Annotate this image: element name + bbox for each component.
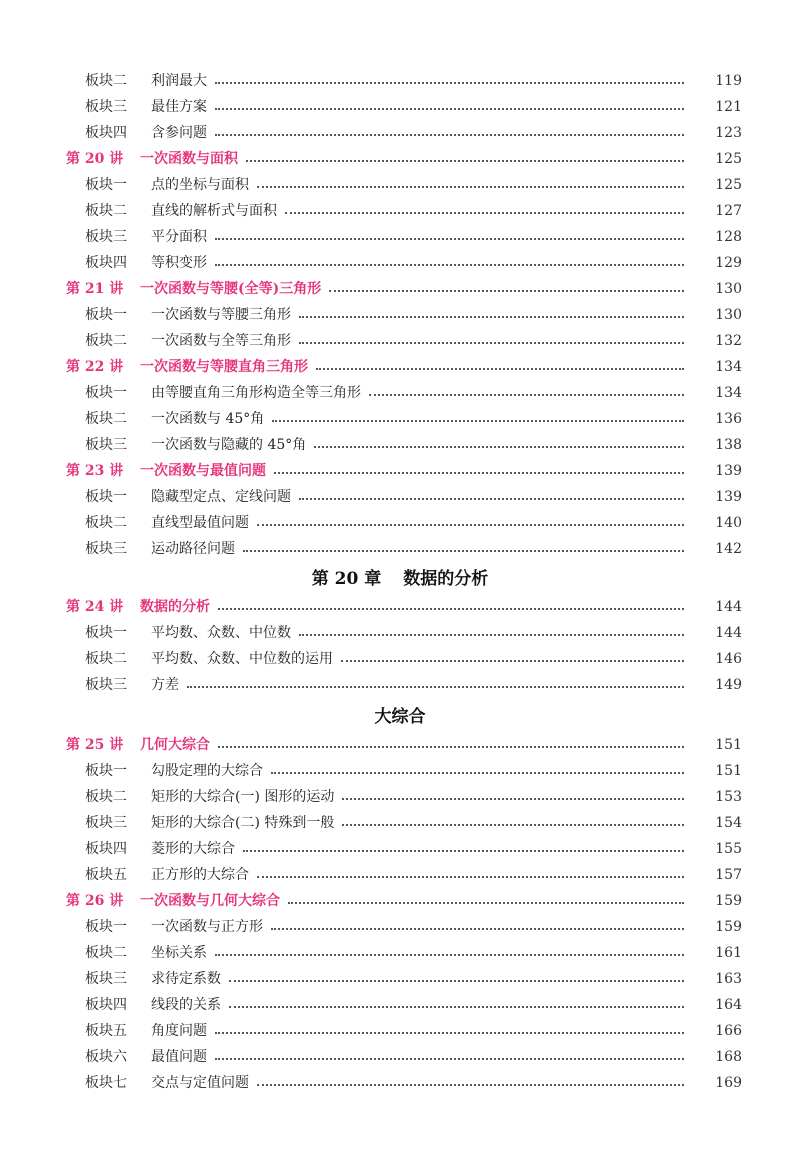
toc-entry-number: 板块一: [85, 489, 127, 505]
toc-entry-heading: [0, 146, 238, 172]
dot-leader: [215, 1032, 684, 1034]
toc-entry-heading: [0, 536, 235, 562]
toc-block-entry[interactable]: [0, 510, 800, 536]
toc-entry-title: 几何大综合: [140, 737, 210, 753]
big-review-heading: [0, 702, 800, 732]
toc-entry-title: 隐藏型定点、定线问题: [151, 489, 291, 505]
toc-entry-title: 平分面积: [151, 229, 207, 245]
dot-leader: [243, 850, 684, 852]
dot-leader: [215, 82, 684, 84]
toc-entry-number: 板块五: [85, 867, 127, 883]
toc-entry-number: 第 24 讲: [66, 599, 124, 615]
toc-block-entry[interactable]: [0, 68, 800, 94]
toc-entry-heading: [0, 1070, 249, 1096]
toc-entry-heading: [0, 406, 264, 432]
toc-entry-title: 直线的解析式与面积: [151, 203, 277, 219]
toc-entry-number: 板块五: [85, 1023, 127, 1039]
toc-entry-number: 板块四: [85, 841, 127, 857]
toc-lecture-entry[interactable]: [0, 594, 800, 620]
toc-entry-number: 板块二: [85, 73, 127, 89]
toc-page-number: 119: [715, 73, 742, 89]
toc-entry-number: 板块三: [85, 229, 127, 245]
toc-page-number: 153: [715, 789, 742, 805]
toc-entry-title: 一次函数与正方形: [151, 919, 263, 935]
toc-block-entry[interactable]: [0, 1018, 800, 1044]
toc-page-number: 161: [715, 945, 742, 961]
toc-entry-title: 点的坐标与面积: [151, 177, 249, 193]
toc-page-number: 125: [715, 177, 742, 193]
toc-entry-title: 利润最大: [151, 73, 207, 89]
dot-leader: [299, 342, 684, 344]
dot-leader: [329, 290, 684, 292]
toc-page-number: 129: [715, 255, 742, 271]
toc-entry-heading: [0, 1018, 207, 1044]
toc-entry-heading: [0, 432, 306, 458]
toc-page-number: 159: [715, 919, 742, 935]
chapter-title: 数据的分析: [403, 569, 489, 589]
toc-entry-heading: [0, 68, 207, 94]
toc-block-entry[interactable]: [0, 172, 800, 198]
toc-entry-title: 一次函数与几何大综合: [140, 893, 280, 909]
dot-leader: [243, 550, 684, 552]
toc-block-entry[interactable]: [0, 1070, 800, 1096]
toc-entry-number: 板块三: [85, 99, 127, 115]
toc-entry-title: 交点与定值问题: [151, 1075, 249, 1091]
toc-entry-heading: [0, 510, 249, 536]
toc-entry-heading: [0, 276, 321, 302]
toc-entry-title: 角度问题: [151, 1023, 207, 1039]
dot-leader: [257, 876, 684, 878]
toc-block-entry[interactable]: [0, 810, 800, 836]
toc-page-number: 151: [715, 737, 742, 753]
toc-section-b: [0, 594, 800, 698]
toc-page-number: 164: [715, 997, 742, 1013]
toc-page-number: 123: [715, 125, 742, 141]
toc-entry-title: 坐标关系: [151, 945, 207, 961]
toc-entry-heading: [0, 1044, 207, 1070]
dot-leader: [215, 134, 684, 136]
toc-page-number: 163: [715, 971, 742, 987]
toc-entry-title: 含参问题: [151, 125, 207, 141]
toc-entry-title: 直线型最值问题: [151, 515, 249, 531]
toc-entry-title: 一次函数与面积: [140, 151, 238, 167]
dot-leader: [187, 686, 684, 688]
dot-leader: [299, 498, 684, 500]
toc-page-number: 151: [715, 763, 742, 779]
toc-entry-heading: [0, 940, 207, 966]
toc-page-number: 136: [715, 411, 742, 427]
toc-block-entry[interactable]: [0, 914, 800, 940]
dot-leader: [257, 524, 684, 526]
toc-entry-heading: [0, 836, 235, 862]
toc-section-c: [0, 732, 800, 1096]
toc-entry-title: 勾股定理的大综合: [151, 763, 263, 779]
toc-entry-title: 平均数、众数、中位数: [151, 625, 291, 641]
toc-entry-title: 由等腰直角三角形构造全等三角形: [151, 385, 361, 401]
toc-page-number: 134: [715, 359, 742, 375]
dot-leader: [271, 772, 684, 774]
toc-entry-number: 板块一: [85, 307, 127, 323]
toc-entry-title: 正方形的大综合: [151, 867, 249, 883]
toc-entry-number: 板块一: [85, 625, 127, 641]
toc-block-entry[interactable]: [0, 432, 800, 458]
dot-leader: [314, 446, 684, 448]
toc-entry-number: 板块四: [85, 997, 127, 1013]
dot-leader: [218, 746, 684, 748]
toc-lecture-entry[interactable]: [0, 458, 800, 484]
toc-entry-heading: [0, 914, 263, 940]
toc-entry-title: 数据的分析: [140, 599, 210, 615]
toc-block-entry[interactable]: [0, 302, 800, 328]
toc-page-number: 157: [715, 867, 742, 883]
toc-entry-heading: [0, 172, 249, 198]
dot-leader: [274, 472, 684, 474]
toc-page-number: 139: [715, 489, 742, 505]
toc-entry-title: 运动路径问题: [151, 541, 235, 557]
dot-leader: [342, 798, 684, 800]
toc-page-number: 166: [715, 1023, 742, 1039]
toc-entry-heading: [0, 992, 221, 1018]
toc-lecture-entry[interactable]: [0, 146, 800, 172]
dot-leader: [229, 1006, 684, 1008]
toc-entry-heading: [0, 966, 221, 992]
toc-block-entry[interactable]: [0, 224, 800, 250]
toc-entry-heading: [0, 198, 277, 224]
toc-entry-title: 矩形的大综合(一) 图形的运动: [151, 789, 335, 805]
toc-page-number: 130: [715, 307, 742, 323]
toc-page-number: 121: [715, 99, 742, 115]
toc-entry-title: 一次函数与 45°角: [151, 411, 265, 427]
dot-leader: [272, 420, 684, 422]
toc-entry-heading: [0, 250, 207, 276]
toc-lecture-entry[interactable]: [0, 888, 800, 914]
toc-entry-heading: [0, 302, 291, 328]
toc-page-number: 132: [715, 333, 742, 349]
toc-entry-title: 求待定系数: [151, 971, 221, 987]
toc-entry-title: 矩形的大综合(二) 特殊到一般: [151, 815, 335, 831]
toc-entry-heading: [0, 672, 179, 698]
toc-block-entry[interactable]: [0, 646, 800, 672]
toc-entry-number: 板块四: [85, 255, 127, 271]
toc-entry-number: 板块三: [85, 677, 127, 693]
toc-entry-title: 最值问题: [151, 1049, 207, 1065]
toc-entry-number: 第 25 讲: [66, 737, 124, 753]
toc-entry-title: 一次函数与等腰三角形: [151, 307, 291, 323]
chapter-heading-20: [0, 564, 800, 594]
toc-block-entry[interactable]: [0, 672, 800, 698]
toc-entry-heading: [0, 620, 291, 646]
dot-leader: [369, 394, 684, 396]
toc-page-number: 134: [715, 385, 742, 401]
toc-entry-number: 板块二: [85, 945, 127, 961]
toc-block-entry[interactable]: [0, 966, 800, 992]
dot-leader: [288, 902, 684, 904]
dot-leader: [215, 108, 684, 110]
toc-entry-number: 板块一: [85, 763, 127, 779]
dot-leader: [257, 1084, 684, 1086]
toc-page-number: 146: [715, 651, 742, 667]
toc-entry-title: 方差: [151, 677, 179, 693]
dot-leader: [316, 368, 684, 370]
toc-entry-number: 板块三: [85, 971, 127, 987]
dot-leader: [246, 160, 684, 162]
toc-entry-number: 板块七: [85, 1075, 127, 1091]
toc-entry-number: 板块一: [85, 177, 127, 193]
toc-page-number: 127: [715, 203, 742, 219]
toc-block-entry[interactable]: [0, 1044, 800, 1070]
toc-entry-title: 线段的关系: [151, 997, 221, 1013]
toc-entry-heading: [0, 862, 249, 888]
toc-entry-heading: [0, 94, 207, 120]
toc-page-number: 168: [715, 1049, 742, 1065]
dot-leader: [342, 824, 684, 826]
big-review-title: 大综合: [374, 707, 426, 727]
toc-entry-heading: [0, 120, 207, 146]
toc-block-entry[interactable]: [0, 250, 800, 276]
toc-lecture-entry[interactable]: [0, 354, 800, 380]
toc-entry-number: 板块二: [85, 651, 127, 667]
toc-entry-number: 板块二: [85, 515, 127, 531]
toc-entry-number: 板块六: [85, 1049, 127, 1065]
toc-block-entry[interactable]: [0, 862, 800, 888]
toc-entry-number: 板块一: [85, 385, 127, 401]
toc-entry-number: 板块二: [85, 411, 127, 427]
toc-entry-heading: [0, 484, 291, 510]
toc-entry-heading: [0, 224, 207, 250]
toc-page-number: 128: [715, 229, 742, 245]
toc-entry-title: 一次函数与等腰(全等)三角形: [140, 281, 322, 297]
toc-entry-number: 板块四: [85, 125, 127, 141]
toc-block-entry[interactable]: [0, 120, 800, 146]
toc-lecture-entry[interactable]: [0, 276, 800, 302]
toc-page-number: 155: [715, 841, 742, 857]
toc-page-number: 138: [715, 437, 742, 453]
toc-entry-heading: [0, 594, 210, 620]
toc-page-number: 140: [715, 515, 742, 531]
toc-entry-number: 板块一: [85, 919, 127, 935]
toc-block-entry[interactable]: [0, 536, 800, 562]
toc-block-entry[interactable]: [0, 198, 800, 224]
toc-block-entry[interactable]: [0, 94, 800, 120]
dot-leader: [341, 660, 684, 662]
toc-entry-title: 一次函数与最值问题: [140, 463, 266, 479]
dot-leader: [271, 928, 684, 930]
dot-leader: [215, 1058, 684, 1060]
toc-page-number: 130: [715, 281, 742, 297]
toc-page-number: 125: [715, 151, 742, 167]
chapter-label: 第 20 章: [311, 569, 382, 589]
toc-entry-heading: [0, 810, 334, 836]
toc-entry-title: 平均数、众数、中位数的运用: [151, 651, 333, 667]
toc-entry-number: 第 26 讲: [66, 893, 124, 909]
toc-entry-heading: [0, 888, 280, 914]
toc-entry-title: 最佳方案: [151, 99, 207, 115]
dot-leader: [299, 634, 684, 636]
toc-page-number: 139: [715, 463, 742, 479]
toc-entry-heading: [0, 458, 266, 484]
toc-entry-title: 等积变形: [151, 255, 207, 271]
toc-entry-number: 板块二: [85, 333, 127, 349]
dot-leader: [229, 980, 684, 982]
toc-entry-heading: [0, 732, 210, 758]
dot-leader: [215, 264, 684, 266]
toc-block-entry[interactable]: [0, 836, 800, 862]
toc-page-number: 144: [715, 599, 742, 615]
toc-page-number: 144: [715, 625, 742, 641]
dot-leader: [218, 608, 684, 610]
toc-block-entry[interactable]: [0, 940, 800, 966]
toc-entry-heading: [0, 380, 361, 406]
dot-leader: [285, 212, 684, 214]
toc-entry-number: 板块三: [85, 815, 127, 831]
toc-entry-heading: [0, 758, 263, 784]
toc-entry-title: 一次函数与全等三角形: [151, 333, 291, 349]
dot-leader: [299, 316, 684, 318]
toc-block-entry[interactable]: [0, 380, 800, 406]
toc-entry-title: 一次函数与隐藏的 45°角: [151, 437, 307, 453]
toc-entry-number: 第 20 讲: [66, 151, 124, 167]
toc-entry-heading: [0, 646, 333, 672]
toc-entry-number: 板块三: [85, 541, 127, 557]
toc-block-entry[interactable]: [0, 784, 800, 810]
dot-leader: [215, 238, 684, 240]
toc-entry-title: 菱形的大综合: [151, 841, 235, 857]
toc-entry-number: 第 23 讲: [66, 463, 124, 479]
toc-page-number: 159: [715, 893, 742, 909]
toc-block-entry[interactable]: [0, 406, 800, 432]
toc-entry-heading: [0, 354, 308, 380]
toc-entry-number: 板块三: [85, 437, 127, 453]
toc-page-number: 169: [715, 1075, 742, 1091]
toc-page-number: 142: [715, 541, 742, 557]
toc-block-entry[interactable]: [0, 758, 800, 784]
toc-page-number: 154: [715, 815, 742, 831]
toc-block-entry[interactable]: [0, 620, 800, 646]
toc-entry-number: 第 22 讲: [66, 359, 124, 375]
toc-entry-title: 一次函数与等腰直角三角形: [140, 359, 308, 375]
toc-block-entry[interactable]: [0, 992, 800, 1018]
toc-lecture-entry[interactable]: [0, 732, 800, 758]
toc-entry-heading: [0, 328, 291, 354]
dot-leader: [257, 186, 684, 188]
dot-leader: [215, 954, 684, 956]
toc-section-a: [0, 68, 800, 562]
toc-block-entry[interactable]: [0, 484, 800, 510]
toc-entry-number: 板块二: [85, 789, 127, 805]
toc-block-entry[interactable]: [0, 328, 800, 354]
toc-entry-number: 第 21 讲: [66, 281, 124, 297]
toc-entry-heading: [0, 784, 334, 810]
toc-entry-number: 板块二: [85, 203, 127, 219]
toc-page-number: 149: [715, 677, 742, 693]
